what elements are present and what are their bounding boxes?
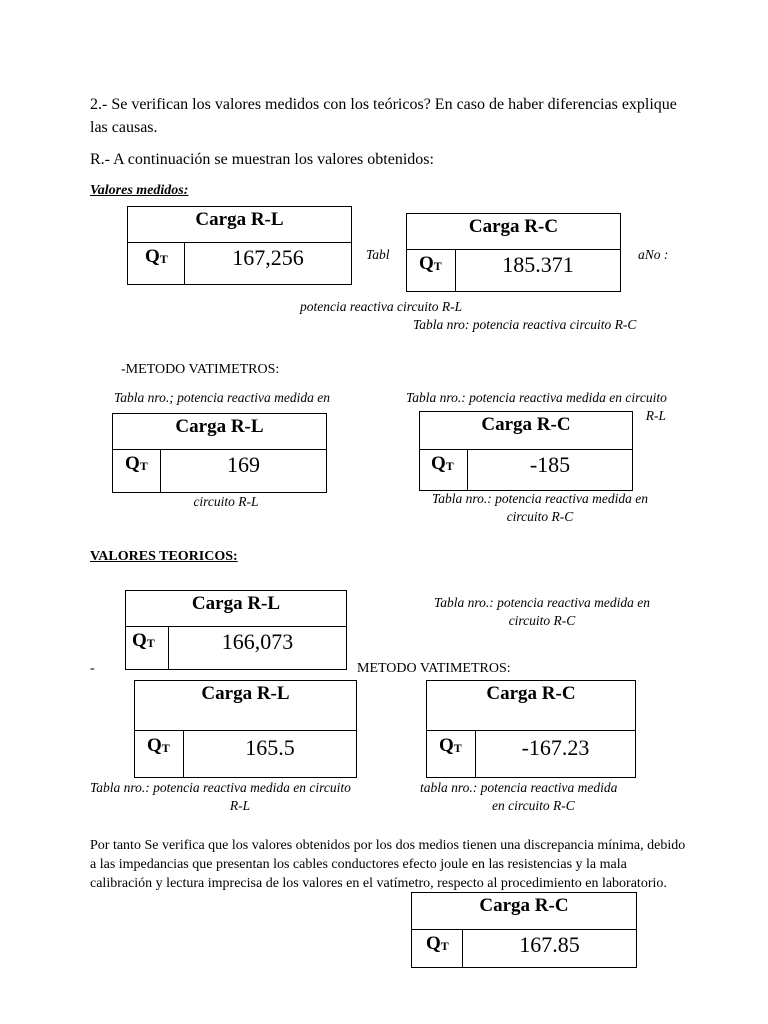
q-label: $Q_T$ bbox=[128, 243, 185, 285]
table-header: Carga R-L bbox=[128, 207, 352, 243]
caption-theoretical-rc: Tabla nro.: potencia reactiva medida en circuito R-C bbox=[434, 595, 650, 628]
caption-rl-cont: circuito R-L bbox=[193, 494, 259, 509]
table-header: Carga R-L bbox=[126, 591, 347, 627]
dash: - bbox=[90, 661, 95, 676]
caption-rc-cont: Tabla nro.: potencia reactiva medida en circuito R-C bbox=[432, 491, 648, 524]
caption-fragment: Tabl bbox=[366, 247, 390, 262]
table-value: -167.23 bbox=[476, 731, 636, 778]
table-rc-theoretical bbox=[426, 680, 636, 778]
theoretical-heading: VALORES TEORICOS: bbox=[90, 549, 238, 564]
table-value: 167.85 bbox=[463, 930, 637, 968]
caption-rc-method: Tabla nro.: potencia reactiva medida en circuito R-L bbox=[406, 390, 667, 423]
question-text: 2.- Se verifican los valores medidos con los teóricos? En caso de haber diferencias explique las causas. bbox=[90, 96, 677, 136]
table-value: 185.371 bbox=[456, 250, 621, 292]
table-value: 167,256 bbox=[185, 243, 352, 285]
table-rl-measured-1 bbox=[127, 206, 352, 285]
method-heading-2: METODO VATIMETROS: bbox=[357, 661, 511, 676]
table-header: Carga R-C bbox=[420, 412, 633, 450]
table-rc-measured-1 bbox=[406, 213, 621, 292]
q-label: $Q_T$ bbox=[427, 731, 476, 778]
table-rc-final bbox=[411, 892, 637, 968]
table-rl-theoretical-2 bbox=[134, 680, 357, 778]
q-label: $Q_T$ bbox=[412, 930, 463, 968]
table-header: Carga R-L bbox=[113, 414, 327, 450]
caption-theoretical-rc-method: tabla nro.: potencia reactiva medida en circuito R-C bbox=[420, 780, 618, 813]
table-value: 165.5 bbox=[184, 731, 357, 778]
table-value: -185 bbox=[468, 450, 633, 491]
q-label: $Q_T$ bbox=[407, 250, 456, 292]
table-header: Carga R-C bbox=[412, 893, 637, 930]
caption-fragment: aNo : bbox=[638, 247, 669, 262]
conclusion-paragraph: Por tanto Se verifica que los valores obtenidos por los dos medios tienen una discrepancia mínima, debido a las impedancias que presentan los cables conductores efecto joule en las resistencias y la mala calibración y lectura imprecisa de los valores en el vatímetro, respecto al procedimiento en laboratorio. bbox=[90, 838, 686, 891]
q-label: $Q_T$ bbox=[113, 450, 161, 493]
caption-rl: potencia reactiva circuito R-L bbox=[300, 299, 463, 314]
table-header: Carga R-C bbox=[407, 214, 621, 250]
table-header: Carga R-L bbox=[135, 681, 357, 731]
caption-rc: Tabla nro: potencia reactiva circuito R-C bbox=[413, 317, 637, 332]
q-label: $Q_T$ bbox=[126, 627, 169, 670]
method-heading-1: -METODO VATIMETROS: bbox=[121, 362, 280, 377]
table-rl-measured-2 bbox=[112, 413, 327, 493]
table-value: 166,073 bbox=[169, 627, 347, 670]
table-rc-measured-2 bbox=[419, 411, 633, 491]
table-value: 169 bbox=[161, 450, 327, 493]
measured-heading: Valores medidos: bbox=[90, 183, 189, 198]
caption-theoretical-rl-method: Tabla nro.: potencia reactiva medida en circuito R-L bbox=[90, 780, 351, 813]
table-header: Carga R-C bbox=[427, 681, 636, 731]
q-label: $Q_T$ bbox=[135, 731, 184, 778]
q-label: $Q_T$ bbox=[420, 450, 468, 491]
answer-intro: R.- A continuación se muestran los valores obtenidos: bbox=[90, 151, 434, 168]
caption-rl-method: Tabla nro.; potencia reactiva medida en bbox=[114, 390, 330, 405]
table-rl-theoretical-1 bbox=[125, 590, 347, 670]
